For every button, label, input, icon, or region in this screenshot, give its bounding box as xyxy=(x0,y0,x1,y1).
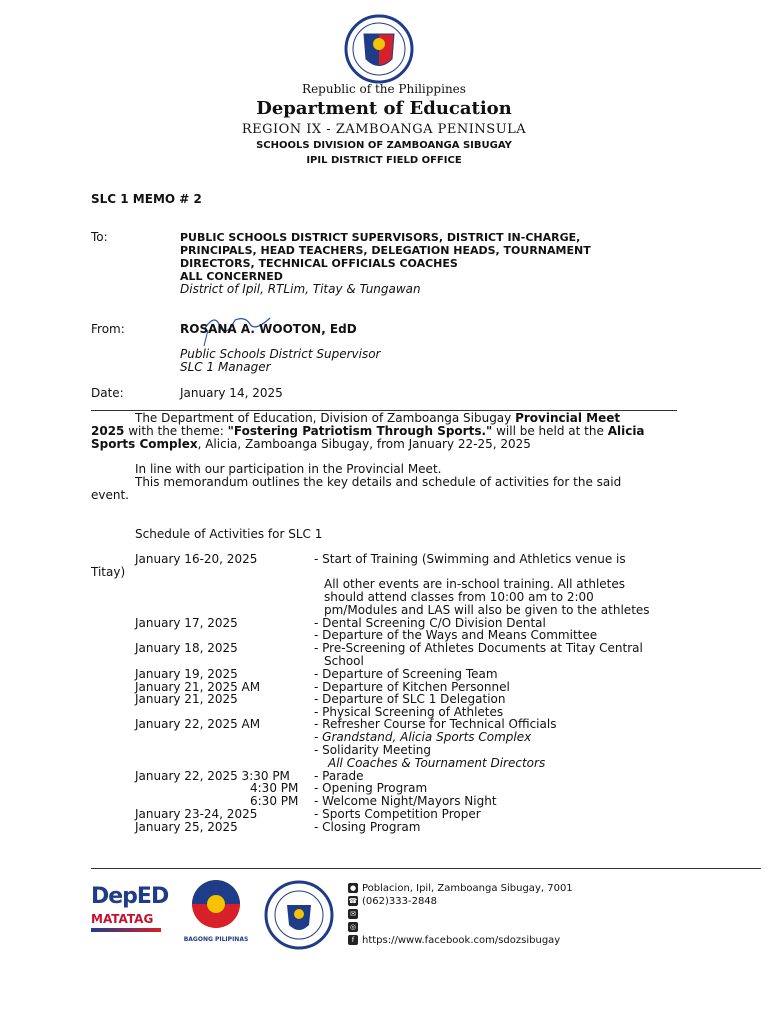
header-region: REGION IX - ZAMBOANGA PENINSULA xyxy=(241,122,527,137)
schedule-title: Schedule of Activities for SLC 1 xyxy=(135,527,323,541)
to-line-4: ALL CONCERNED xyxy=(180,270,283,283)
bagong-pilipinas-logo xyxy=(176,878,256,948)
date-label: Date: xyxy=(91,386,124,400)
facebook-icon: f xyxy=(348,935,358,945)
schedule-note: pm/Modules and LAS will also be given to the athletes xyxy=(324,603,650,617)
matatag-wordmark: MATATAG xyxy=(91,912,154,926)
phone-row: ☎ (062)333-2848 xyxy=(348,896,438,907)
schedule-activity: - Refresher Course for Technical Officials xyxy=(314,717,557,731)
schedule-activity: - Physical Screening of Athletes xyxy=(314,705,504,719)
from-label: From: xyxy=(91,322,125,336)
schedule-date: January 16-20, 2025 xyxy=(135,552,258,566)
paragraph-1-line-3: Sports Complex, Alicia, Zamboanga Sibugay, from January 22-25, 2025 xyxy=(91,437,531,451)
schedule-date: January 22, 2025 AM xyxy=(135,717,261,731)
globe-icon: ◎ xyxy=(349,923,357,931)
schedule-activity: - Departure of Screening Team xyxy=(314,667,498,681)
schedule-activity: - Sports Competition Proper xyxy=(314,807,481,821)
email-icon: ✉ xyxy=(348,909,358,919)
deped-seal-logo xyxy=(334,14,424,84)
schedule-activity: - Departure of the Ways and Means Committee xyxy=(314,628,598,642)
date-value: January 14, 2025 xyxy=(180,386,283,400)
district-seal-logo xyxy=(262,880,336,950)
paragraph-1-line-2: 2025 with the theme: "Fostering Patriotism Through Sports." will be held at the Alicia xyxy=(91,424,645,438)
footer-divider xyxy=(91,868,761,869)
from-name: ROSANA A. WOOTON, EdD xyxy=(180,322,357,336)
deped-wordmark: DepED xyxy=(91,884,169,909)
schedule-date: January 22, 2025 3:30 PM xyxy=(135,769,290,783)
schedule-activity: - Pre-Screening of Athletes Documents at Titay Central xyxy=(314,641,643,655)
facebook-row[interactable]: f https://www.facebook.com/sdozsibugay xyxy=(348,934,573,947)
schedule-activity: - Opening Program xyxy=(314,781,428,795)
schedule-activity: - Grandstand, Alicia Sports Complex xyxy=(314,730,532,744)
schedule-activity: - Parade xyxy=(314,769,364,783)
schedule-activity: - Dental Screening C/O Division Dental xyxy=(314,616,546,630)
schedule-activity: - Departure of Kitchen Personnel xyxy=(314,680,510,694)
address-row: ● Poblacion, Ipil, Zamboanga Sibugay, 7001 xyxy=(349,883,573,894)
web-row xyxy=(348,921,573,934)
location-pin-icon: ● xyxy=(349,884,357,892)
header-republic: Republic of the Philippines xyxy=(302,82,466,96)
schedule-note: All other events are in-school training. All athletes xyxy=(324,577,626,591)
schedule-activity: - Departure of SLC 1 Delegation xyxy=(314,692,506,706)
header-office: IPIL DISTRICT FIELD OFFICE xyxy=(306,155,462,166)
schedule-date: January 17, 2025 xyxy=(135,616,238,630)
to-line-1: PUBLIC SCHOOLS DISTRICT SUPERVISORS, DISTRICT IN-CHARGE, xyxy=(180,231,581,244)
bagong-pilipinas-label: BAGONG PILIPINAS xyxy=(183,936,249,943)
bagong-pilipinas-emblem xyxy=(186,878,246,932)
header-department: Department of Education xyxy=(256,98,512,119)
schedule-time: 6:30 PM xyxy=(250,794,299,808)
from-title-2: SLC 1 Manager xyxy=(180,360,271,374)
header-division: SCHOOLS DIVISION OF ZAMBOANGA SIBUGAY xyxy=(256,140,512,151)
schedule-date: January 19, 2025 xyxy=(135,667,238,681)
schedule-date: January 21, 2025 xyxy=(135,692,238,706)
paragraph-3-line-2: event. xyxy=(91,488,129,502)
schedule-date: January 21, 2025 AM xyxy=(135,680,261,694)
schedule-activity: - Welcome Night/Mayors Night xyxy=(314,794,497,808)
schedule-date: January 18, 2025 xyxy=(135,641,238,655)
to-sub: District of Ipil, RTLim, Titay & Tungawan xyxy=(180,282,421,296)
schedule-note: should attend classes from 10:00 am to 2:00 xyxy=(324,590,594,604)
schedule-activity: All Coaches & Tournament Directors xyxy=(328,756,546,770)
schedule-time: 4:30 PM xyxy=(250,781,299,795)
schedule-date: January 23-24, 2025 xyxy=(135,807,258,821)
phone-icon: ☎ xyxy=(348,897,358,905)
paragraph-3-line-1: This memorandum outlines the key details and schedule of activities for the said xyxy=(135,475,622,489)
schedule-date: January 25, 2025 xyxy=(135,820,238,834)
schedule-activity: School xyxy=(324,654,364,668)
schedule-activity: - Closing Program xyxy=(314,820,421,834)
to-line-3: DIRECTORS, TECHNICAL OFFICIALS COACHES xyxy=(180,257,458,270)
schedule-activity: - Start of Training (Swimming and Athletics venue is xyxy=(314,552,626,566)
paragraph-1-line-1: The Department of Education, Division of Zamboanga Sibugay Provincial Meet xyxy=(135,411,621,425)
deped-matatag-logo xyxy=(91,884,169,950)
schedule-activity: - Solidarity Meeting xyxy=(314,743,432,757)
paragraph-2: In line with our participation in the Provincial Meet. xyxy=(135,462,442,476)
to-line-2: PRINCIPALS, HEAD TEACHERS, DELEGATION HEADS, TOURNAMENT xyxy=(180,244,591,257)
to-label: To: xyxy=(91,230,108,244)
email-row xyxy=(348,908,573,921)
footer-contacts xyxy=(348,882,573,947)
schedule-activity-wrap: Titay) xyxy=(91,565,126,579)
memo-number: SLC 1 MEMO # 2 xyxy=(91,192,202,206)
from-title-1: Public Schools District Supervisor xyxy=(180,347,381,361)
